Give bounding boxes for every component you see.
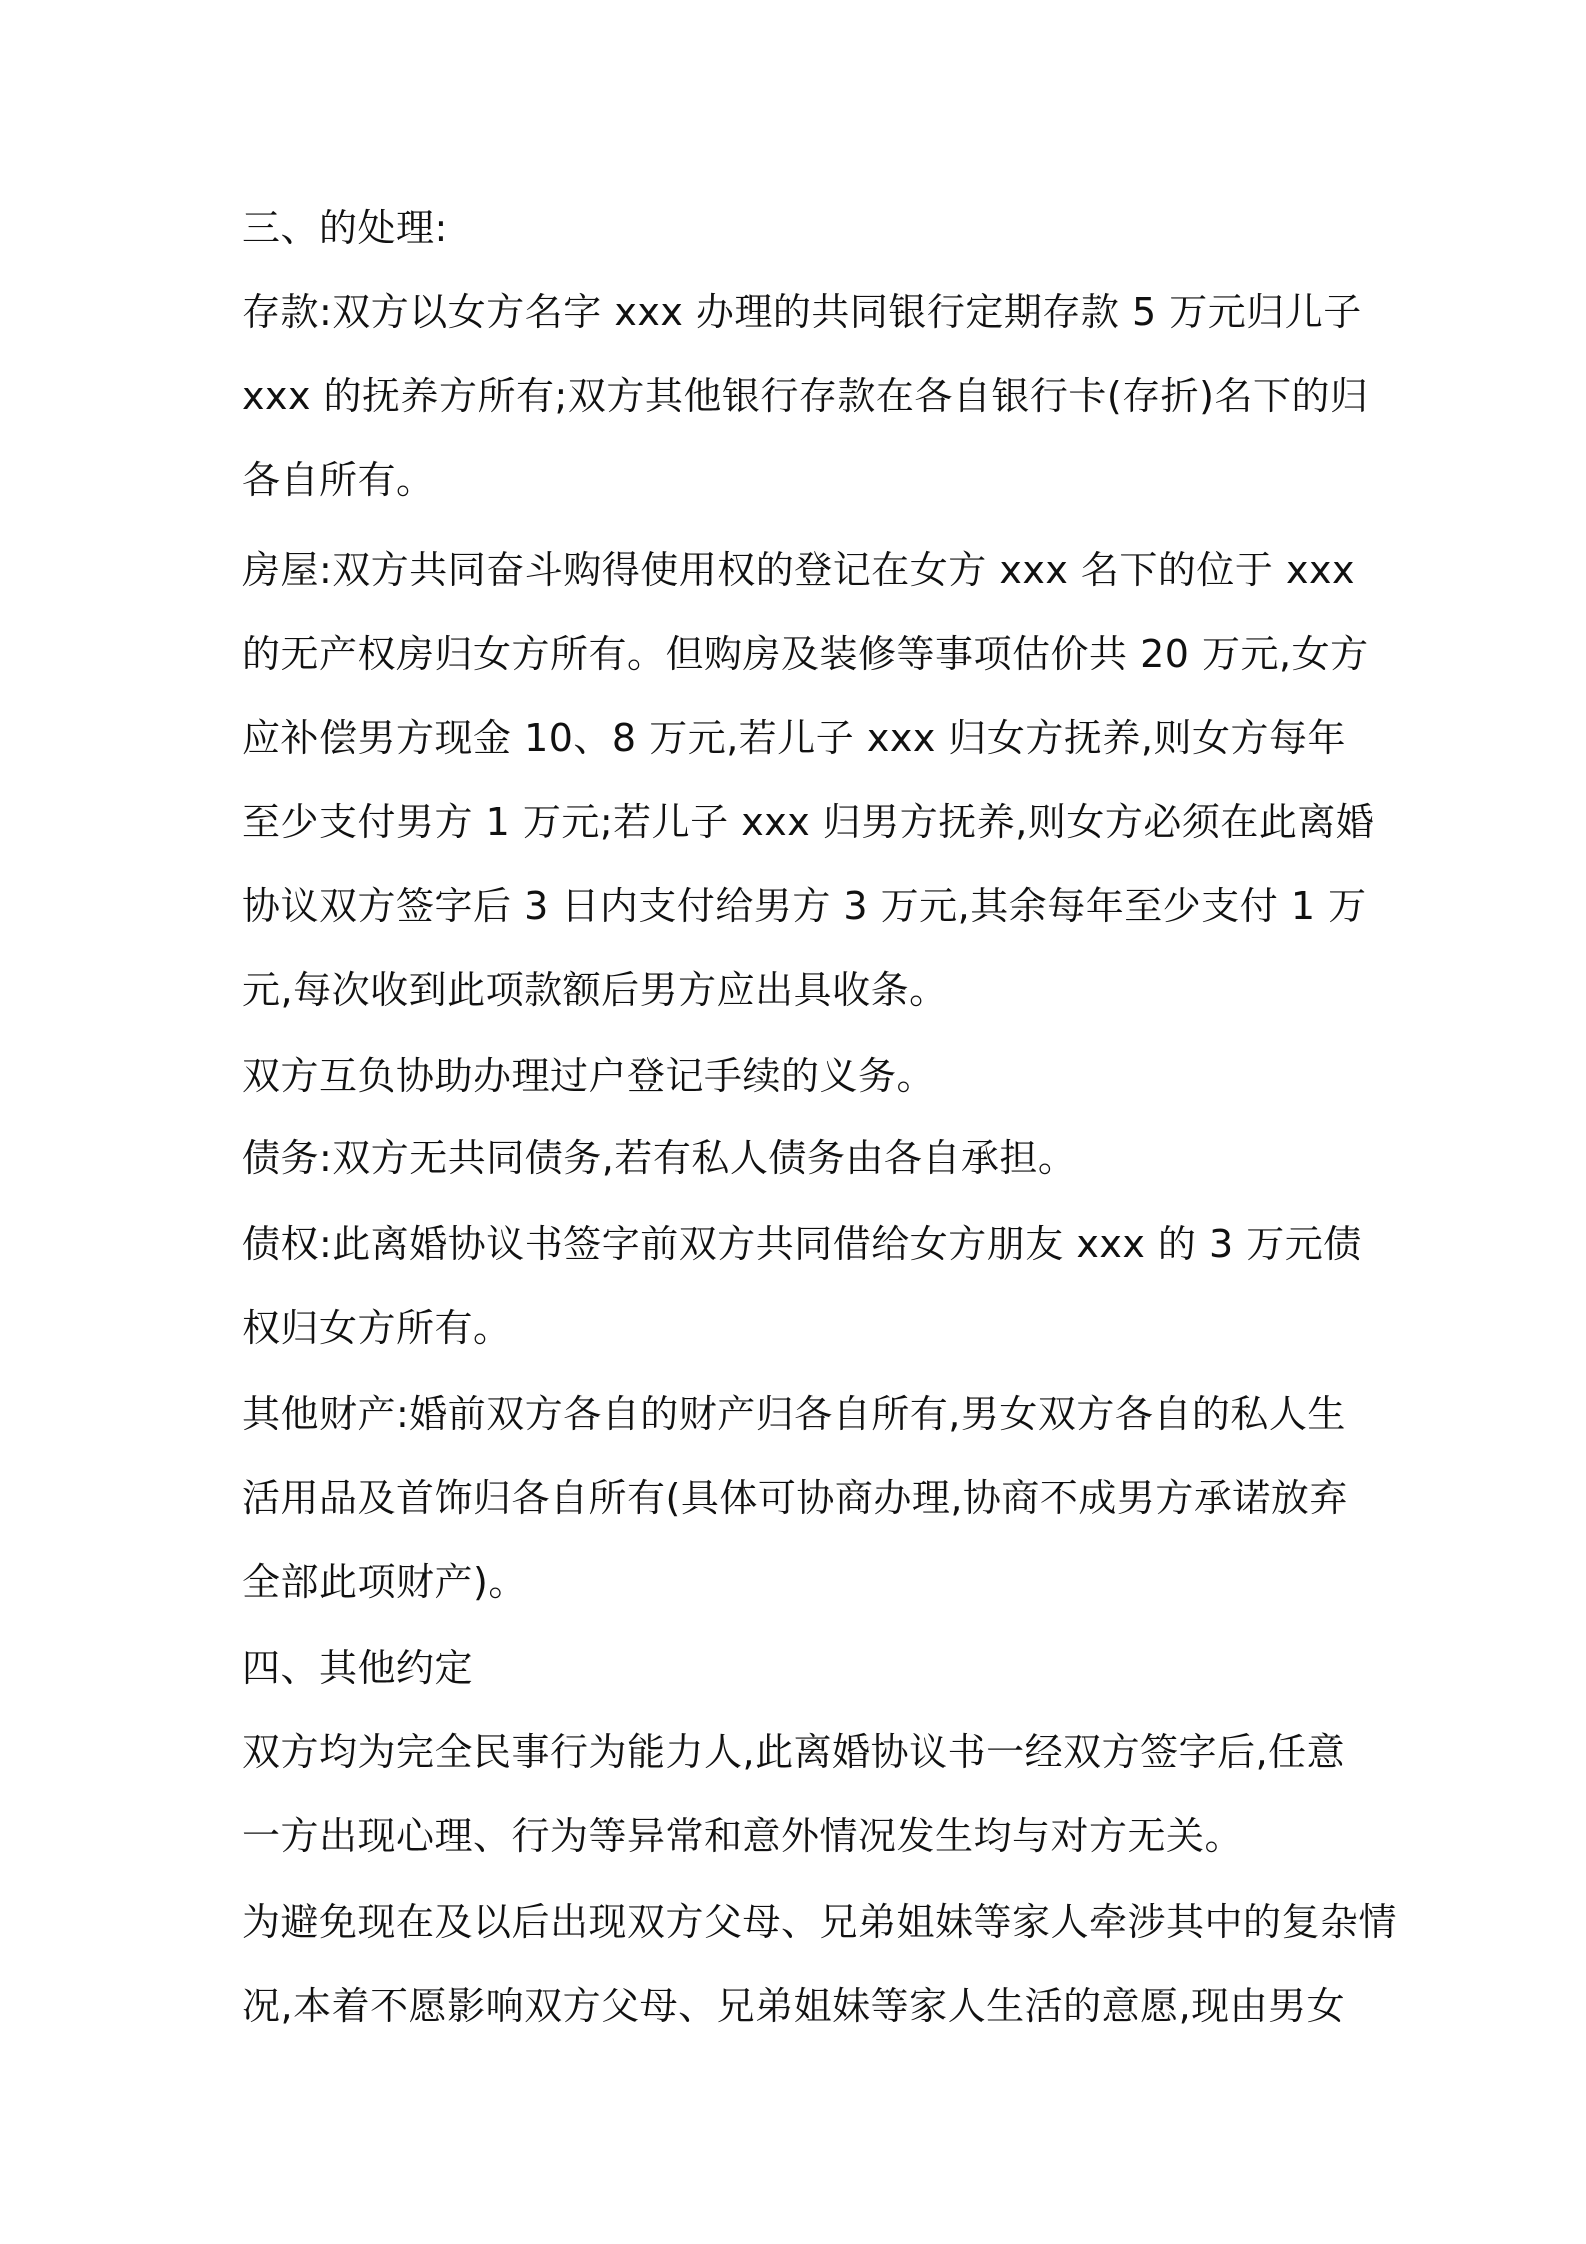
- paragraph-line: 各自所有。: [242, 458, 435, 502]
- paragraph-line: 房屋:双方共同奋斗购得使用权的登记在女方 xxx 名下的位于 xxx: [242, 548, 1355, 592]
- paragraph-line: 为避免现在及以后出现双方父母、兄弟姐妹等家人牵涉其中的复杂情: [242, 1900, 1398, 1944]
- paragraph-line: 协议双方签字后 3 日内支付给男方 3 万元,其余每年至少支付 1 万: [242, 884, 1367, 928]
- paragraph-line: 债务:双方无共同债务,若有私人债务由各自承担。: [242, 1136, 1077, 1180]
- paragraph-line: 的无产权房归女方所有。但购房及装修等事项估价共 20 万元,女方: [242, 632, 1369, 676]
- paragraph-line: 权归女方所有。: [242, 1306, 512, 1350]
- paragraph-line: 存款:双方以女方名字 xxx 办理的共同银行定期存款 5 万元归儿子: [242, 290, 1362, 334]
- paragraph-line: 债权:此离婚协议书签字前双方共同借给女方朋友 xxx 的 3 万元债: [242, 1222, 1362, 1266]
- paragraph-line: 其他财产:婚前双方各自的财产归各自所有,男女双方各自的私人生: [242, 1392, 1346, 1436]
- paragraph-line: 全部此项财产)。: [242, 1560, 527, 1604]
- paragraph-line: 应补偿男方现金 10、8 万元,若儿子 xxx 归女方抚养,则女方每年: [242, 716, 1346, 760]
- section-heading-other: 四、其他约定: [242, 1646, 474, 1690]
- paragraph-line: 元,每次收到此项款额后男方应出具收条。: [242, 968, 948, 1012]
- paragraph-line: 一方出现心理、行为等异常和意外情况发生均与对方无关。: [242, 1814, 1244, 1858]
- paragraph-line: xxx 的抚养方所有;双方其他银行存款在各自银行卡(存折)名下的归: [242, 374, 1369, 418]
- paragraph-line: 至少支付男方 1 万元;若儿子 xxx 归男方抚养,则女方必须在此离婚: [242, 800, 1375, 844]
- paragraph-line: 双方均为完全民事行为能力人,此离婚协议书一经双方签字后,任意: [242, 1730, 1346, 1774]
- paragraph-line: 况,本着不愿影响双方父母、兄弟姐妹等家人生活的意愿,现由男女: [242, 1984, 1346, 2028]
- paragraph-line: 双方互负协助办理过户登记手续的义务。: [242, 1054, 936, 1098]
- paragraph-line: 活用品及首饰归各自所有(具体可协商办理,协商不成男方承诺放弃: [242, 1476, 1348, 1520]
- section-heading-property: 三、的处理:: [242, 206, 448, 250]
